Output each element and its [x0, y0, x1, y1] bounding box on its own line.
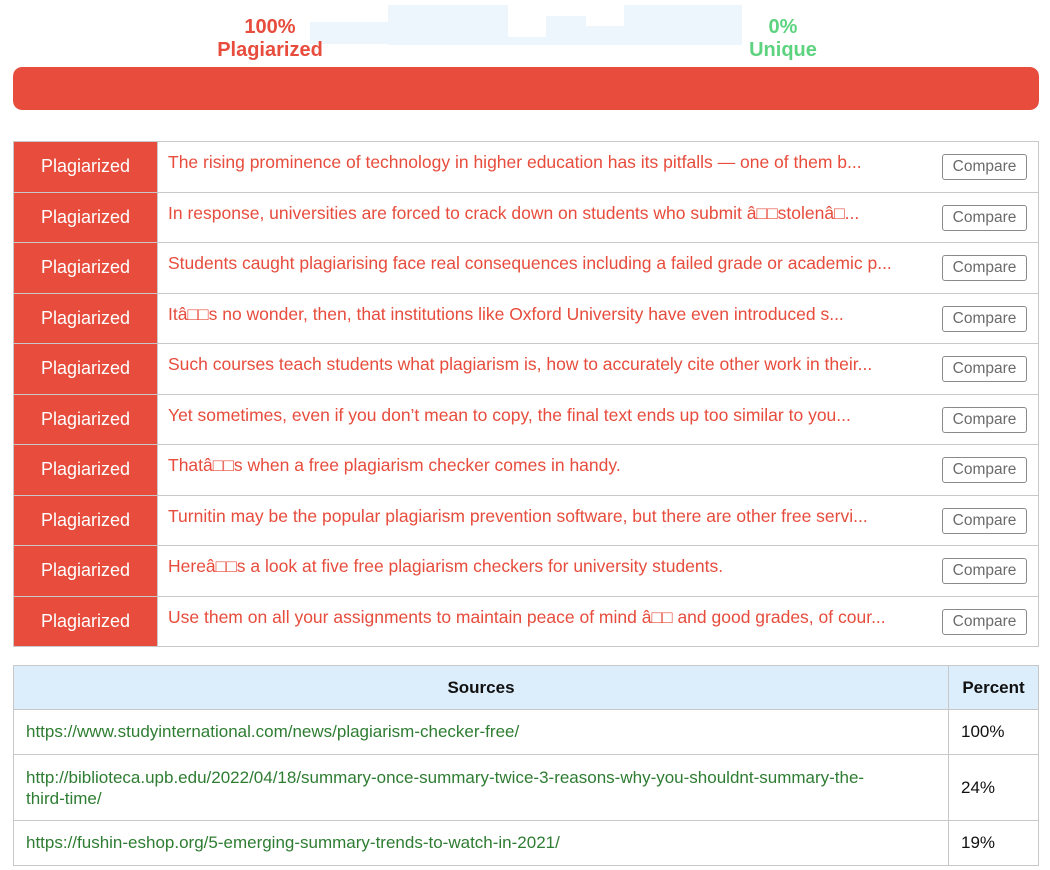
result-row	[14, 495, 1039, 546]
source-row	[14, 821, 1039, 866]
sentence-text: Turnitin may be the popular plagiarism prevention software, but there are other free servi...	[168, 505, 868, 526]
sentence-text: Hereâ□□s a look at five free plagiarism checkers for university students.	[168, 556, 724, 576]
plagiarized-percent: 100%	[244, 16, 296, 38]
sentence-cell	[158, 546, 1039, 597]
source-url-cell	[14, 755, 949, 821]
sentence-results-table	[13, 141, 1039, 647]
sentence-cell	[158, 596, 1039, 647]
result-row	[14, 142, 1039, 193]
header-background	[586, 26, 626, 45]
result-row	[14, 192, 1039, 243]
result-row	[14, 394, 1039, 445]
sentence-text: Thatâ□□s when a free plagiarism checker comes in handy.	[168, 455, 621, 475]
status-badge: Plagiarized	[14, 142, 158, 193]
result-row	[14, 344, 1039, 395]
sentence-cell	[158, 394, 1039, 445]
plagiarism-progress-bar	[13, 67, 1039, 110]
compare-button[interactable]: Compare	[942, 356, 1027, 382]
source-link[interactable]	[26, 767, 936, 809]
status-badge: Plagiarized	[14, 394, 158, 445]
compare-button[interactable]: Compare	[942, 609, 1027, 635]
header-background	[546, 16, 586, 45]
source-percent: 19%	[949, 821, 1039, 866]
status-badge: Plagiarized	[14, 293, 158, 344]
compare-button[interactable]: Compare	[942, 154, 1027, 180]
compare-button[interactable]: Compare	[942, 205, 1027, 231]
unique-label: Unique	[749, 39, 817, 61]
sentence-cell	[158, 445, 1039, 496]
sentence-cell	[158, 243, 1039, 294]
unique-stat	[683, 16, 883, 62]
sentence-cell	[158, 495, 1039, 546]
source-url-cell	[14, 821, 949, 866]
source-percent: 24%	[949, 755, 1039, 821]
status-badge: Plagiarized	[14, 546, 158, 597]
result-row	[14, 243, 1039, 294]
source-url-cell	[14, 710, 949, 755]
source-link[interactable]: https://www.studyinternational.com/news/plagiarism-checker-free/	[26, 722, 520, 741]
percent-column-header: Percent	[949, 666, 1039, 710]
sentence-cell	[158, 142, 1039, 193]
status-badge: Plagiarized	[14, 344, 158, 395]
compare-button[interactable]: Compare	[942, 407, 1027, 433]
header-background	[508, 37, 546, 45]
status-badge: Plagiarized	[14, 596, 158, 647]
compare-button[interactable]: Compare	[942, 558, 1027, 584]
sentence-text: Students caught plagiarising face real consequences including a failed grade or academic p...	[168, 253, 892, 273]
sentence-cell	[158, 293, 1039, 344]
status-badge: Plagiarized	[14, 495, 158, 546]
sources-header-row	[14, 666, 1039, 710]
status-badge: Plagiarized	[14, 243, 158, 294]
compare-button[interactable]: Compare	[942, 457, 1027, 483]
sentence-cell	[158, 192, 1039, 243]
compare-button[interactable]: Compare	[942, 508, 1027, 534]
sources-table	[13, 665, 1039, 866]
sentence-cell	[158, 344, 1039, 395]
result-row	[14, 596, 1039, 647]
sentence-text: Yet sometimes, even if you don’t mean to copy, the final text ends up too similar to you...	[168, 404, 851, 425]
result-row	[14, 546, 1039, 597]
sentence-text: In response, universities are forced to crack down on students who submit â□□stolenâ□...	[168, 202, 860, 223]
plagiarized-label: Plagiarized	[217, 39, 323, 61]
source-percent: 100%	[949, 710, 1039, 755]
sources-column-header: Sources	[14, 666, 949, 710]
sentence-text: Such courses teach students what plagiarism is, how to accurately cite other work in their...	[168, 354, 873, 374]
plagiarism-progress-fill	[13, 67, 1039, 110]
source-row	[14, 710, 1039, 755]
source-link[interactable]: https://fushin-eshop.org/5-emerging-summary-trends-to-watch-in-2021/	[26, 833, 560, 852]
source-row	[14, 755, 1039, 821]
status-badge: Plagiarized	[14, 192, 158, 243]
source-link-line: third-time/	[26, 788, 102, 808]
sentence-text: The rising prominence of technology in higher education has its pitfalls — one of them b...	[168, 152, 862, 172]
source-link-line: http://biblioteca.upb.edu/2022/04/18/summary-once-summary-twice-3-reasons-why-you-shouldnt-summary-the-	[26, 767, 865, 787]
compare-button[interactable]: Compare	[942, 306, 1027, 332]
compare-button[interactable]: Compare	[942, 255, 1027, 281]
result-row	[14, 293, 1039, 344]
unique-percent: 0%	[768, 16, 798, 38]
plagiarized-stat	[170, 16, 370, 62]
sentence-text: Itâ□□s no wonder, then, that institutions like Oxford University have even introduced s...	[168, 303, 844, 324]
status-badge: Plagiarized	[14, 445, 158, 496]
result-row	[14, 445, 1039, 496]
sentence-text: Use them on all your assignments to maintain peace of mind â□□ and good grades, of cour...	[168, 606, 886, 627]
header-background	[388, 5, 508, 45]
